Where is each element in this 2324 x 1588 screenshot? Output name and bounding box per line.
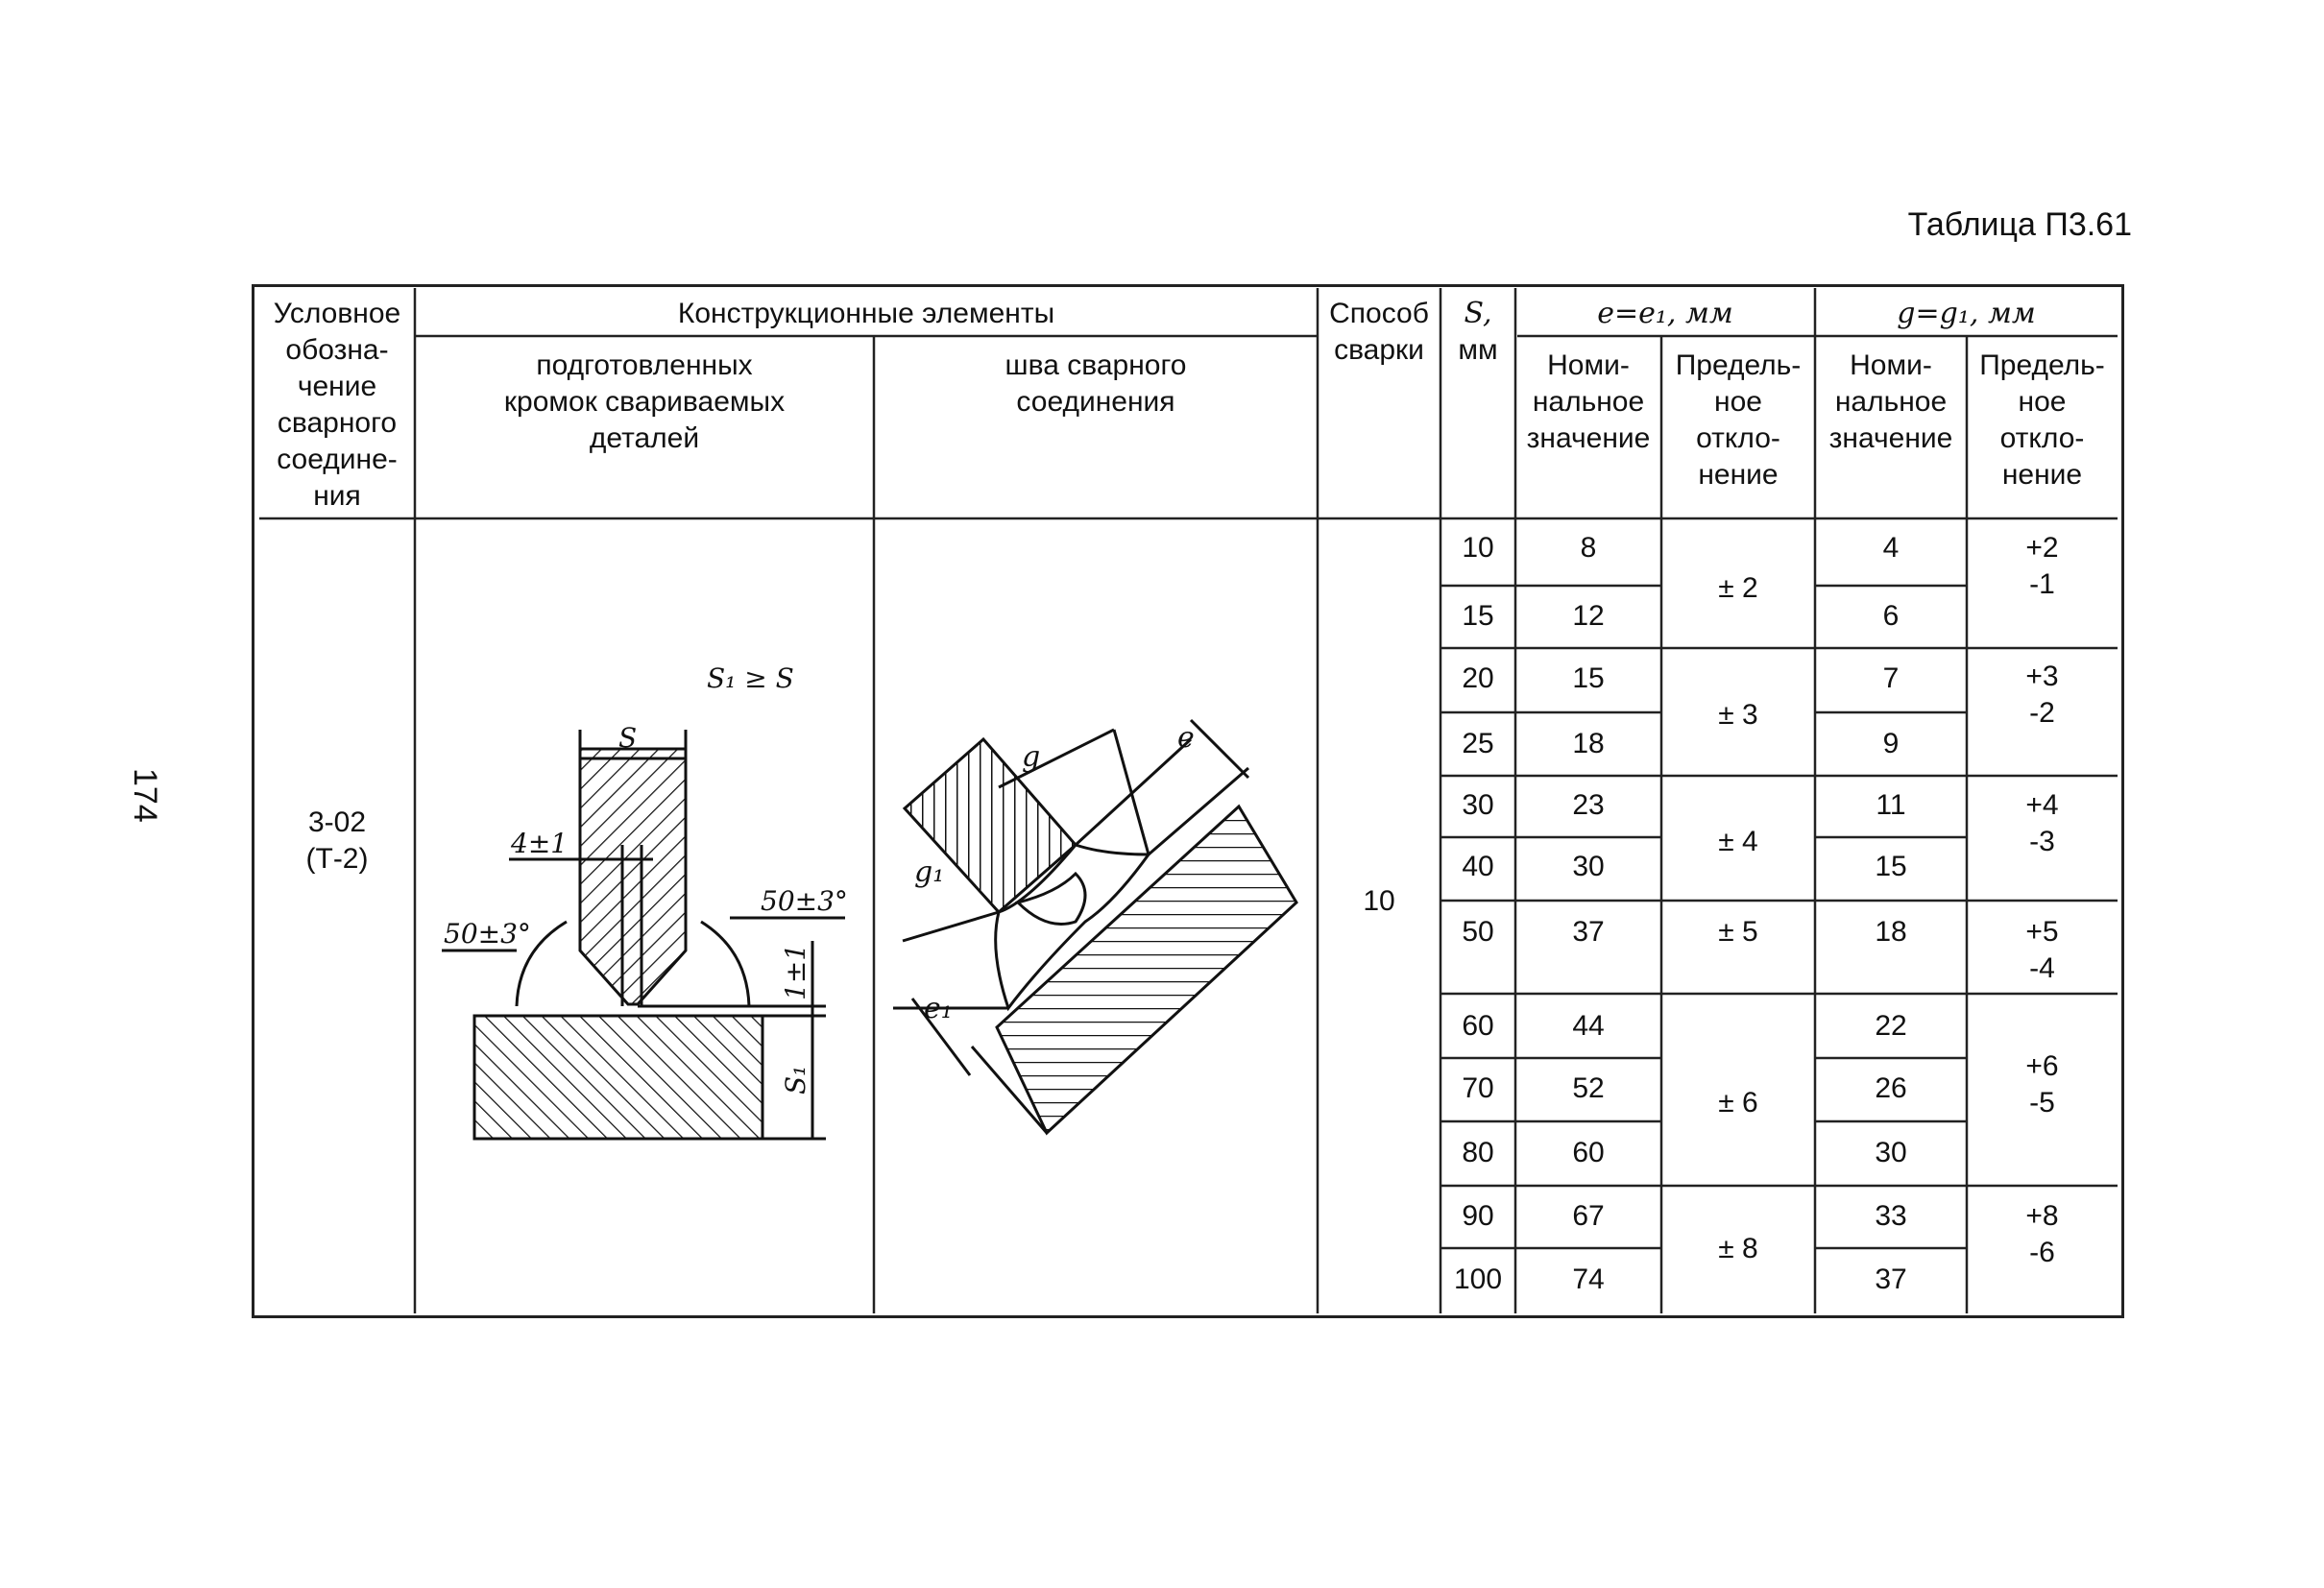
e-tolerance-value: ± 4 [1718,826,1758,857]
s-label: S [618,722,638,754]
prepared-header: подготовленных кромок свариваемых деталей [503,349,786,454]
e-nominal-value: 18 [1572,728,1605,759]
g-nominal-value: 15 [1875,851,1907,882]
s1-ge-s-label: S₁ ≥ S [707,662,794,694]
e-group-header: e=e₁, мм [1597,297,1733,330]
g-tolerance-value: +8 -6 [2025,1200,2059,1268]
page-title: Таблица П3.61 [1907,206,2132,243]
e-tolerance-header: Предель- ное откло- нение [1675,349,1802,491]
g-nominal-value: 4 [1882,532,1900,564]
g-nominal-value: 37 [1875,1263,1907,1295]
angle-right-label: 50±3° [761,885,848,917]
constructive-header: Конструкционные элементы [677,298,1055,329]
g-nominal-value: 26 [1875,1072,1907,1104]
s-value: 90 [1462,1200,1494,1232]
e-tolerance-value: ± 8 [1718,1233,1758,1264]
g-group-header: g=g₁, мм [1897,297,2036,330]
method-header: Способ сварки [1329,298,1429,366]
e-nominal-value: 44 [1572,1010,1605,1042]
e-tolerance-value: ± 2 [1718,572,1758,604]
e-nominal-value: 74 [1572,1263,1605,1295]
g-tolerance-value: +2 -1 [2025,532,2059,600]
g-nominal-value: 9 [1882,728,1900,759]
s-value: 50 [1462,916,1494,948]
g-tolerance-value: +6 -5 [2025,1050,2059,1119]
e-nominal-value: 30 [1572,851,1605,882]
welding-method: 10 [1363,885,1395,917]
s-value: 60 [1462,1010,1494,1042]
e-label: e [1177,721,1195,755]
e-nominal-value: 60 [1572,1137,1605,1168]
e-nominal-value: 12 [1572,600,1605,632]
s-value: 40 [1462,851,1494,882]
e-nominal-value: 37 [1572,916,1605,948]
g-nominal-value: 11 [1876,789,1906,821]
joint-designation: 3-02 (Т-2) [305,806,369,875]
e-nominal-value: 67 [1572,1200,1605,1232]
e-tolerance-value: ± 5 [1718,916,1758,948]
g-nominal-header: Номи- нальное значение [1828,349,1953,454]
s-value: 25 [1462,728,1494,759]
g-nominal-value: 30 [1875,1137,1907,1168]
e-tolerance-value: ± 6 [1718,1087,1758,1119]
designation-header: Условное обозна- чение сварного соедине- ния [273,298,401,512]
s-value: 100 [1453,1263,1503,1295]
g-tolerance-value: +3 -2 [2025,661,2059,729]
gap-label: 4±1 [511,828,569,859]
e-tolerance-value: ± 3 [1718,699,1758,731]
s-value: 80 [1462,1137,1494,1168]
g-tolerance-value: +4 -3 [2025,789,2059,857]
s-value: 15 [1462,600,1494,632]
s-value: 30 [1462,789,1494,821]
e-nominal-value: 8 [1580,532,1597,564]
s1-label: S₁ [780,1065,811,1095]
e-nominal-value: 52 [1572,1072,1605,1104]
page-number: 174 [127,768,163,823]
g-nominal-value: 33 [1875,1200,1907,1232]
angle-left-label: 50±3° [444,918,531,950]
weld-header: шва сварного соединения [1005,349,1187,418]
g-tolerance-header: Предель- ное откло- нение [1979,349,2105,491]
g-nominal-value: 7 [1882,662,1900,694]
s-header: S, мм [1458,297,1498,366]
s-value: 10 [1462,532,1494,564]
e-nominal-value: 15 [1572,662,1605,694]
g1-label: g₁ [914,855,945,889]
e-nominal-header: Номи- нальное значение [1526,349,1651,454]
s-value: 20 [1462,662,1494,694]
g-tolerance-value: +5 -4 [2025,916,2059,984]
root-label: 1±1 [780,943,811,1000]
s-value: 70 [1462,1072,1494,1104]
e-nominal-value: 23 [1572,789,1605,821]
g-label: g [1022,740,1041,774]
g-nominal-value: 18 [1875,916,1907,948]
g-nominal-value: 22 [1875,1010,1907,1042]
e1-label: e₁ [924,992,953,1025]
g-nominal-value: 6 [1882,600,1900,632]
